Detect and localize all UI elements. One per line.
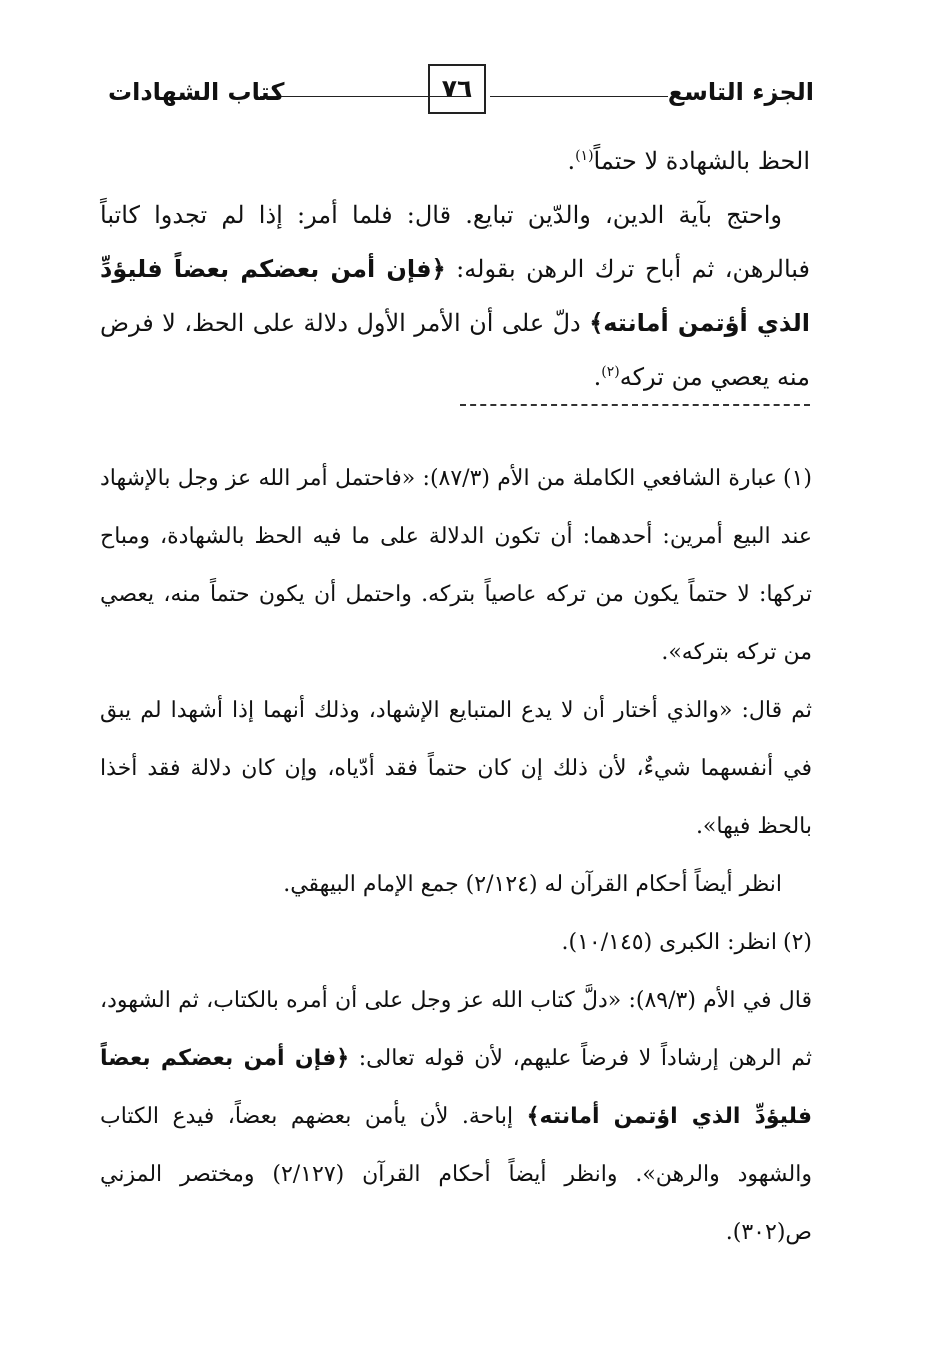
footnote-2-number: (٢) — [782, 930, 812, 955]
main-text — [100, 134, 810, 404]
footnote-1-number: (١) — [782, 466, 812, 491]
volume-title: الجزء التاسع — [667, 78, 814, 106]
header-rule-right — [490, 96, 668, 97]
main-paragraph-2-end: دلّ على أن الأمر الأول دلالة على الحظ، لا فرض منه يعصي من تركه — [100, 309, 810, 391]
footnote-1-text-3: انظر أيضاً أحكام القرآن له (٢/١٢٤) جمع الإمام البيهقي. — [283, 872, 782, 897]
footnote-quran-verse: ﴿فإن أمن بعضكم بعضاً فليؤدِّ الذي اؤتمن أمانته﴾ — [100, 1046, 812, 1129]
footnote-1-para-3 — [100, 856, 812, 914]
footnotes — [100, 450, 812, 1262]
book-title: كتاب الشهادات — [108, 78, 285, 106]
footnote-2-text: انظر: الكبرى (١٠/١٤٥). — [561, 930, 777, 955]
main-line-1 — [100, 134, 810, 188]
page-header — [100, 60, 820, 120]
footnote-2-para-1 — [100, 914, 812, 972]
footnote-2-para-2 — [100, 972, 812, 1262]
main-paragraph-2-start: واحتج بآية الدين، والدّين تبايع. قال: فلما أمر: إذا لم تجدوا كاتباً فبالرهن، ثم أباح ترك الرهن بقوله: — [100, 201, 810, 283]
footnote-2-text-2-start: قال في الأم (٨٩/٣): «دلَّ كتاب الله عز وجل على أن أمره بالكتاب، ثم الشهود، ثم الرهن إرشاداً لا فرضاً عليهم، لأن قوله تعالى: — [100, 988, 813, 1071]
footnote-1-text: عبارة الشافعي الكاملة من الأم (٨٧/٣): «فاحتمل أمر الله عز وجل بالإشهاد عند البيع أمرين: أحدهما: أن تكون الدلالة على ما فيه الحظ بالشهادة، ومباح تركها: لا حتماً يكون من تركه عاصياً بتركه. واحتمل أن يكون حتماً منه، يعصي من تركه بتركه». — [100, 466, 812, 665]
footnote-1-para-1 — [100, 450, 812, 682]
quran-verse: ﴿فإن أمن بعضكم بعضاً فليؤدِّ الذي أؤتمن أمانته﴾ — [100, 255, 810, 337]
footnote-ref-2: (٢) — [601, 364, 620, 380]
footnote-1-text-2: ثم قال: «والذي أختار أن لا يدع المتبايع الإشهاد، وذلك أنهما إذا أشهدا لم يبق في أنفسهما شيءٌ، لأن ذلك إن كان حتماً فقد أدّياه، وإن كان دلالة فقد أخذا بالحظ فيها». — [100, 698, 812, 839]
main-line-1-text: الحظ بالشهادة لا حتماً — [593, 147, 810, 175]
page-number: ٧٦ — [428, 64, 486, 114]
main-line-1-end: . — [567, 147, 576, 175]
footnote-ref-1: (١) — [575, 148, 594, 164]
footnote-1-para-2 — [100, 682, 812, 856]
footnote-2-text-2-end: إباحة. لأن يأمن بعضهم بعضاً، فيدع الكتاب والشهود والرهن». وانظر أيضاً أحكام القرآن (٢/١٢٧) ومختصر المزني ص(٣٠٢). — [100, 1104, 812, 1245]
header-rule-left — [260, 96, 468, 97]
footnote-separator — [460, 404, 810, 406]
main-paragraph-2-period: . — [593, 363, 602, 391]
main-paragraph-2 — [100, 188, 810, 404]
